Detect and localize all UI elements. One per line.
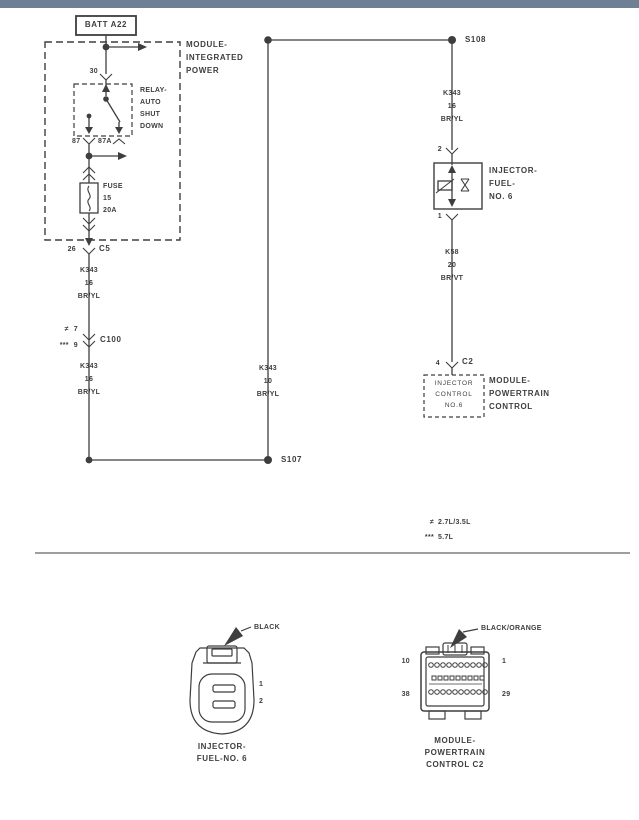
- batt-feed-label: BATT A22: [84, 20, 128, 29]
- wire-circuit: K343: [443, 90, 461, 97]
- c100-variant-row: [40, 326, 78, 333]
- relay-label-line: RELAY-: [140, 87, 167, 94]
- wire-circuit: K343: [80, 363, 98, 370]
- fuse-label-line: 15: [103, 195, 112, 202]
- wire-color: BR/YL: [77, 293, 101, 300]
- wire-gauge: 10: [263, 378, 273, 385]
- wire-gauge: 20: [447, 262, 457, 269]
- connector-caption-line: FUEL-NO. 6: [196, 754, 248, 763]
- connector-pin-label: 1: [502, 658, 507, 665]
- wire-circuit: K343: [259, 365, 277, 372]
- injector-box: [434, 163, 482, 209]
- c2-name: C2: [462, 357, 474, 366]
- c5-pin: 26: [67, 246, 76, 253]
- wire-circuit: K58: [445, 249, 459, 256]
- injector-pin-1: 1: [437, 213, 442, 220]
- wire-gauge: 16: [84, 280, 94, 287]
- bus-wires: [264, 36, 456, 464]
- wire-color: BR/VT: [440, 275, 464, 282]
- fuse-label-line: 20A: [103, 207, 117, 214]
- relay-label-line: AUTO: [140, 99, 161, 106]
- junction-dot-relay-out: [86, 152, 127, 160]
- relay-pin-87: 87: [72, 138, 81, 145]
- pcm-label-line: MODULE-: [489, 376, 531, 385]
- injector-pin-2: 2: [437, 146, 442, 153]
- wire-gauge: 16: [447, 103, 457, 110]
- wire-circuit: K343: [80, 267, 98, 274]
- ipm-label-line: INTEGRATED: [186, 53, 244, 62]
- wire-gauge: 16: [84, 376, 94, 383]
- fuse-label-line: FUSE: [103, 183, 123, 190]
- splice-s107-label: S107: [281, 455, 303, 464]
- relay-pin-87a: 87A: [98, 138, 112, 145]
- fuse-branch: [80, 156, 98, 246]
- connector-pin-label: 29: [502, 691, 511, 698]
- relay-pin-30: 30: [89, 68, 98, 75]
- pcm-box-line: CONTROL: [435, 391, 473, 398]
- pcm-label-line: CONTROL: [489, 402, 533, 411]
- pcm-connector-drawing: [421, 629, 489, 719]
- injector-valve-symbol: [461, 179, 469, 191]
- legend-row: [414, 519, 434, 526]
- connector-caption-line: INJECTOR-: [197, 742, 247, 751]
- connector-caption-line: CONTROL C2: [426, 760, 484, 769]
- injector-connector-drawing: [190, 627, 254, 734]
- c100-name: C100: [100, 335, 122, 344]
- pcm-pin-row-3: [429, 690, 488, 695]
- connector-color-label: BLACK: [254, 624, 280, 631]
- pcm-pin-row-1: [429, 663, 488, 668]
- variant-pin: 7: [73, 326, 78, 333]
- relay-label-line: DOWN: [140, 123, 164, 130]
- wire-color: BR/YL: [440, 116, 464, 123]
- legend-symbol: ***: [424, 534, 434, 541]
- ipm-label-line: MODULE-: [186, 40, 228, 49]
- legend-label: 2.7L/3.5L: [438, 519, 471, 526]
- pcm-box-line: NO.6: [444, 402, 464, 409]
- c2-pin: 4: [435, 360, 440, 367]
- variant-pin: 9: [73, 342, 78, 349]
- injector-label-line: INJECTOR-: [489, 166, 538, 175]
- c100-variant-row: [40, 342, 78, 349]
- c5-name: C5: [99, 244, 111, 253]
- legend-row: [414, 534, 434, 541]
- leader-arrow-icon: [224, 627, 243, 646]
- splice-s108-label: S108: [465, 35, 487, 44]
- ipm-label-line: POWER: [186, 66, 220, 75]
- legend-symbol: ≠: [429, 519, 434, 526]
- junction-dot-batt: [103, 43, 147, 51]
- legend-label: 5.7L: [438, 534, 454, 541]
- connector-caption-line: POWERTRAIN: [424, 748, 486, 757]
- pcm-pin-row-2: [432, 676, 484, 680]
- connector-color-label: BLACK/ORANGE: [481, 625, 542, 632]
- connector-pin-label: 38: [401, 691, 410, 698]
- variant-marker: ***: [59, 342, 69, 349]
- relay-label-line: SHUT: [140, 111, 161, 118]
- variant-marker: ≠: [64, 326, 69, 333]
- injector-label-line: NO. 6: [489, 192, 513, 201]
- left-wire: [83, 248, 268, 463]
- connector-pin-label: 2: [259, 698, 264, 705]
- wire-color: BR/YL: [256, 391, 280, 398]
- wire-color: BR/YL: [77, 389, 101, 396]
- connector-pin-label: 10: [401, 658, 410, 665]
- connector-caption-line: MODULE-: [434, 736, 476, 745]
- pcm-label-line: POWERTRAIN: [489, 389, 550, 398]
- injector-label-line: FUEL-: [489, 179, 516, 188]
- connector-pin-label: 1: [259, 681, 264, 688]
- fuse-element: [88, 186, 90, 211]
- pcm-box-line: INJECTOR: [434, 380, 474, 387]
